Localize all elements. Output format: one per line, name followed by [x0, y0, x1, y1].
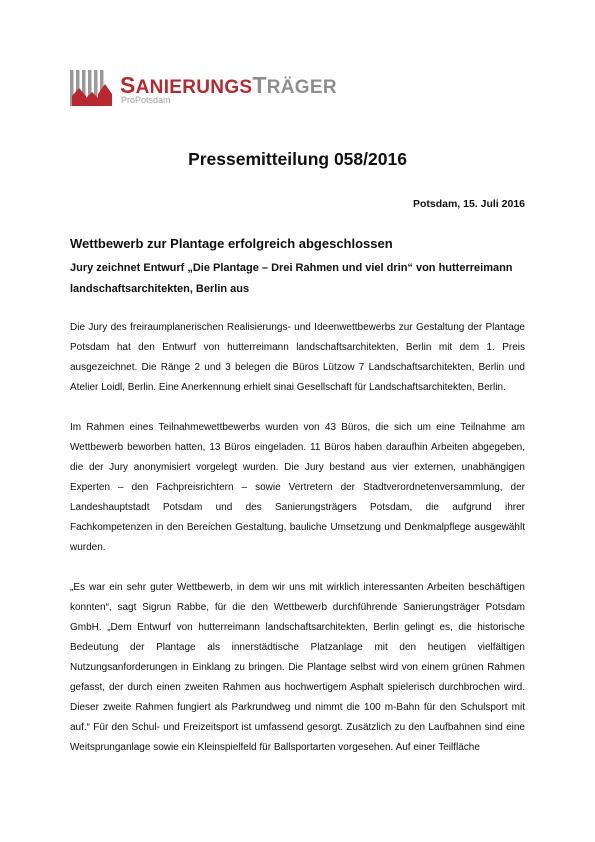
headline: Wettbewerb zur Plantage erfolgreich abgeschlossen — [70, 236, 393, 251]
paragraph-2: Im Rahmen eines Teilnahmewettbewerbs wurden von 43 Büros, die sich um eine Teilnahme am Wettbewerb beworben hatten, 13 Büros eingeladen. 11 Büros haben daraufhin Arbeiten abgegeben, die der Jury anonymisiert vorgelegt wurden. Die Jury bestand aus vier externen, unabhängigen Experten – den Fachpreisrichtern – sowie Vertretern der Stadtverordnetenversammlung, der Landeshauptstadt Potsdam und des Sanierungsträgers Potsdam, die aufgrund ihrer Fachkompetenzen in den Bereichen Gestaltung, bauliche Umsetzung und Denkmalpflege ausgewählt wurden. — [70, 422, 525, 553]
paragraph-3: „Es war ein sehr guter Wettbewerb, in dem wir uns mit wirklich interessanten Arbeiten beschäftigen konnten“, sagt Sigrun Rabbe, für die den Wettbewerb durchführende Sanierungsträger Potsdam GmbH. „Dem Entwurf von hutterreimann landschaftsarchitekten, Berlin gelingt es, die historische Bedeutung der Plantage als innerstädtische Platzanlage mit den heutigen vielfältigen Nutzungsanforderungen in Einklang zu bringen. Die Plantage selbst wird von einem grünen Rahmen gefasst, der durch einen zweiten Rahmen aus hochwertigem Asphalt spielerisch durchbrochen wird. Dieser zweite Rahmen fungiert als Parkrundweg und nimmt die 100 m-Bahn für den Schulsport mit auf.“ Für den Schul- und Freizeitsport ist umfassend gesorgt. Zusätzlich zu den Laufbahnen sind eine Weitsprunganlage sowie ein Kleinspielfeld für Ballsportarten vorgesehen. Auf einer Teilfläche — [70, 582, 525, 753]
logo-word-sanierungs: ANIERUNGS — [135, 77, 253, 98]
sanierungstraeger-logo — [70, 70, 370, 110]
paragraph-1: Die Jury des freiraumplanerischen Realisierungs- und Ideenwettbewerbs zur Gestaltung der Plantage Potsdam hat den Entwurf von hutterreimann landschaftsarchitekten, Berlin mit dem 1. Preis ausgezeichnet. Die Ränge 2 und 3 belegen die Büros Lützow 7 Landschaftsarchitekten, Berlin und Atelier Loidl, Berlin. Eine Anerkennung erhielt sinai Gesellschaft für Landschaftsarchitekten, Berlin. — [70, 322, 525, 393]
logo-letter-t: T — [252, 72, 267, 98]
place-and-date: Potsdam, 15. Juli 2016 — [412, 198, 525, 210]
body-text — [70, 318, 525, 778]
logo-letter-s: S — [120, 72, 136, 98]
subheadline: Jury zeichnet Entwurf „Die Plantage – Drei Rahmen und viel drin“ von hutterreimann landschaftsarchitekten, Berlin aus — [70, 262, 513, 295]
logo-bars-icon — [70, 70, 116, 106]
press-release-title: Pressemitteilung 058/2016 — [188, 149, 407, 169]
logo-subtitle: ProPotsdam — [121, 95, 171, 105]
logo-word-traeger: RÄGER — [266, 77, 337, 98]
